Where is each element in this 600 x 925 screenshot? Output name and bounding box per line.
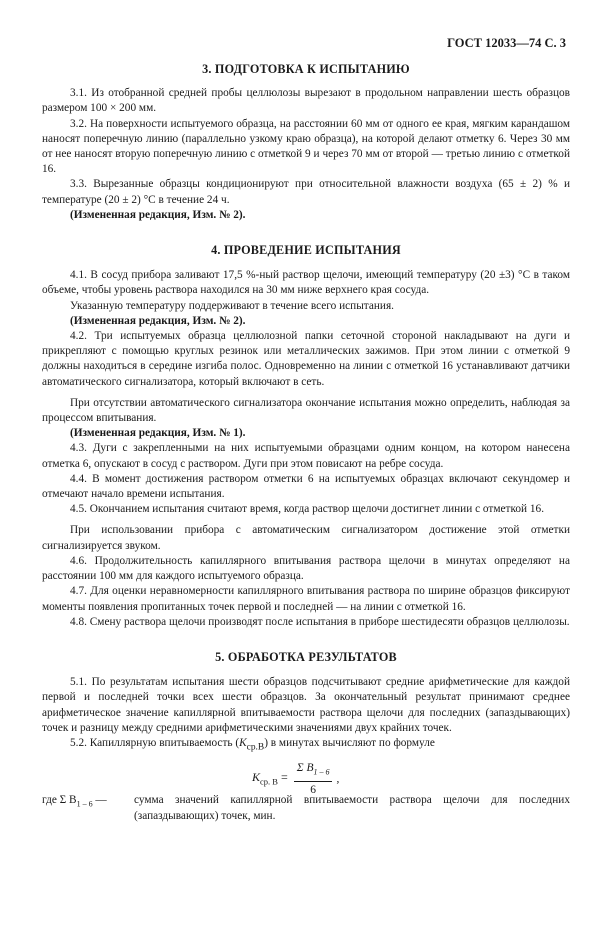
section-3-title: 3. ПОДГОТОВКА К ИСПЫТАНИЮ (202, 62, 410, 76)
amendment-note: (Измененная редакция, Изм. № 2). (70, 208, 246, 221)
paragraph-5-2 (42, 736, 570, 755)
formula-comma: , (336, 773, 340, 786)
formula-lhs (252, 770, 288, 790)
paragraph-5-2-lead: 5.2. Капиллярную впитываемость ( (70, 736, 240, 749)
page-header: ГОСТ 12033—74 С. 3 (447, 36, 566, 50)
formula (252, 761, 339, 798)
formula-denominator: 6 (310, 783, 316, 796)
paragraph-4-5: 4.5. Окончанием испытания считают время, когда раствор щелочи достигнет линии с отметкой 16. (70, 503, 545, 516)
formula-block (42, 759, 570, 796)
definition-term-subscript: 1 – 6 (76, 799, 93, 809)
section-5-title: 5. ОБРАБОТКА РЕЗУЛЬТАТОВ (215, 649, 397, 664)
paragraph-4-8: 4.8. Смену раствора щелочи производят после испытания в приборе шестидесяти образцов целлюлозы. (70, 615, 570, 628)
paragraph-3-3: 3.3. Вырезанные образцы кондиционируют при относительной влажности воздуха (65 ± 2) % и температуре (20 ± 2) °С в течение 24 ч. (42, 178, 570, 206)
definition-term (42, 793, 134, 823)
formula-lhs-subscript: ср. В (260, 776, 278, 787)
paragraph-3-2: 3.2. На поверхности испытуемого образца, на расстоянии 60 мм от одного ее края, мягким карандашом наносят поперечную линию (параллельно узкому краю образца), на которой делают отметку 6. Через 30 мм от нее наносят вторую поперечную линию с отметкой 9 и через 70 мм от второй — третью линию с отметкой 16. (42, 117, 570, 176)
paragraph-4-3: 4.3. Дуги с закрепленными на них испытуемыми образцами одним концом, на котором нанесена отметка 6, опускают в сосуд с раствором. Дуги при этом повисают на ребре сосуда. (42, 442, 570, 470)
paragraph-4-7: 4.7. Для оценки неравномерности капиллярного впитывания раствора по ширине образцов фиксируют моменты появления пропитанных точек первой и последней — на линии с отметкой 16. (42, 585, 570, 613)
formula-equals: = (277, 769, 288, 784)
variable-symbol: K (239, 736, 247, 749)
paragraph-4-6: 4.6. Продолжительность капиллярного впитывания раствора щелочи в минутах определяют на расстоянии 100 мм для каждого испытуемого образца. (42, 554, 570, 583)
paragraph-3-1: 3.1. Из отобранной средней пробы целлюлозы вырезают в продольном направлении шесть образцов размером 100 × 200 мм. (42, 87, 570, 115)
paragraph-4-4: 4.4. В момент достижения раствором отметки 6 на испытуемых образцах включают секундомер и отмечают начало времени испытания. (42, 472, 570, 501)
definition-text: сумма значений капиллярной впитываемости раствора щелочи для последних (запаздывающих) точек, мин. (134, 794, 570, 822)
paragraph-5-2-tail: ) в минутах вычисляют по формуле (264, 736, 435, 749)
paragraph-5-1: 5.1. По результатам испытания шести образцов подсчитывают средние арифметические для каждой первой и последней точки всех шести образцов. За окончательный результат принимают среднее арифметическое значение капиллярной впитываемости раствора щелочи для последних (запаздывающих) точек и разницу между средними арифметическими значениями двух крайних точек. (42, 676, 570, 734)
paragraph-4-1: 4.1. В сосуд прибора заливают 17,5 %-ный раствор щелочи, имеющий температуру (20 ±3) °С в таком объеме, чтобы уровень раствора находился на 30 мм ниже верхнего края сосуда. (42, 269, 570, 297)
amendment-note: (Измененная редакция, Изм. № 2). (70, 314, 246, 327)
formula-numerator (294, 761, 333, 782)
amendment-note: (Измененная редакция, Изм. № 1). (70, 427, 246, 440)
page-content (42, 62, 570, 824)
definition-term-symbol: где Σ B (42, 794, 77, 807)
formula-lhs-symbol: K (252, 769, 261, 784)
paragraph-4-5-continued: При использовании прибора с автоматическим сигнализатором достижение этой отметки сигнализируется звуком. (42, 524, 570, 552)
paragraph-4-2-continued: При отсутствии автоматического сигнализатора окончание испытания можно определить, наблюдая за процессом впитывания. (42, 396, 570, 425)
definition-dash: — (92, 794, 107, 807)
formula-numerator-subscript: 1 – 6 (313, 767, 330, 777)
paragraph-4-2: 4.2. Три испытуемых образца целлюлозной папки сеточной стороной накладывают на дуги и прикрепляют с помощью круглых резинок или металлических зажимов. При этом линии с отметкой 9 должны находиться в середине изгиба полос. Одновременно на линии с отметкой 16 устанавливают датчики автоматического сигнализатора, который включают в сеть. (42, 330, 570, 388)
formula-fraction (294, 761, 333, 798)
section-4-title: 4. ПРОВЕДЕНИЕ ИСПЫТАНИЯ (211, 243, 401, 258)
paragraph-4-1-continued: Указанную температуру поддерживают в течение всего испытания. (70, 299, 394, 312)
formula-numerator-text: Σ B (296, 762, 314, 775)
variable-subscript: ср.В (246, 742, 265, 753)
